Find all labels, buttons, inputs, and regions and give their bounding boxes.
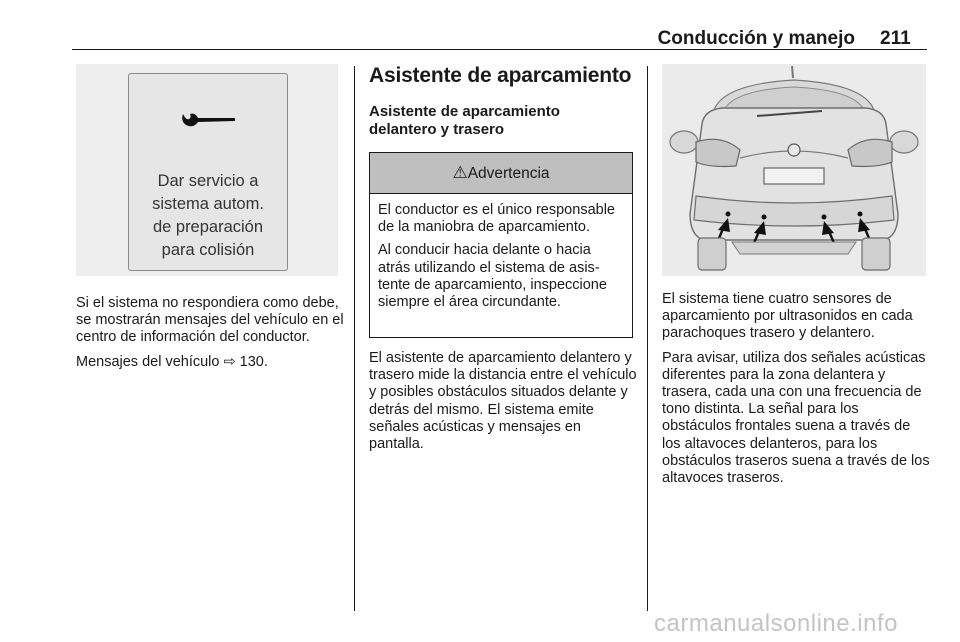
- header-title: Conducción y manejo: [657, 28, 855, 49]
- display-message: [129, 170, 287, 262]
- header-rule: [72, 49, 927, 50]
- warning-triangle-icon: ⚠: [452, 163, 468, 182]
- service-message-display-figure: [76, 64, 338, 276]
- right-column-text: [662, 291, 930, 494]
- car-rear-parking-sensors-illustration: [662, 64, 926, 276]
- body-paragraph: Si el sistema no respondiera como debe, se mostrarán mensajes del vehículo en el centro de información del conductor.: [76, 295, 344, 346]
- watermark: carmanualsonline.info: [654, 610, 898, 637]
- column-divider-right: [647, 66, 648, 611]
- display-message-line: sistema autom.: [152, 195, 264, 213]
- car-rear-illustration-svg: [662, 64, 926, 276]
- page-number: 211: [880, 28, 911, 49]
- display-screen: [128, 73, 288, 271]
- warning-paragraph: El conductor es el único responsable de la maniobra de aparcamiento.: [378, 202, 615, 236]
- warning-paragraph: Al conducir hacia delante o hacia atrás utilizando el sistema de asistente de aparcamiento, inspeccione siempre el área circundante.: [378, 242, 607, 311]
- display-message-line: para colisión: [161, 241, 255, 259]
- body-paragraph: Para avisar, utiliza dos señales acústicas diferentes para la zona delantera y trasera, cada una con una frecuencia de tono distinta. La señal para los obstáculos frontales suena a través de los altavoces delanteros, para los obstáculos traseros suena a través de los altavoces traseros.: [662, 349, 930, 487]
- warning-header: [370, 153, 632, 194]
- body-paragraph: El asistente de aparcamiento delantero y trasero mide la distancia entre el vehículo y posibles obstáculos situados delante y detrás del mismo. El sistema emite señales acústicas y mensajes en pantalla.: [369, 350, 637, 453]
- wrench-icon: [179, 108, 237, 134]
- left-column-text: [76, 295, 344, 378]
- cross-reference[interactable]: Mensajes del vehículo ⇨ 130.: [76, 353, 268, 370]
- column-divider-left: [354, 66, 355, 611]
- display-message-line: Dar servicio a: [157, 172, 259, 190]
- warning-box: [369, 152, 633, 338]
- display-message-line: de preparación: [152, 218, 264, 236]
- warning-title: Advertencia: [467, 165, 550, 182]
- warning-body: [370, 194, 632, 311]
- section-title: Asistente de aparcamiento: [369, 64, 632, 87]
- middle-column-text: [369, 350, 639, 460]
- subsection-title: Asistente de aparcamiento delantero y trasero: [369, 103, 560, 138]
- body-paragraph: El sistema tiene cuatro sensores de aparcamiento por ultrasonidos en cada parachoques trasero y delantero.: [662, 291, 913, 342]
